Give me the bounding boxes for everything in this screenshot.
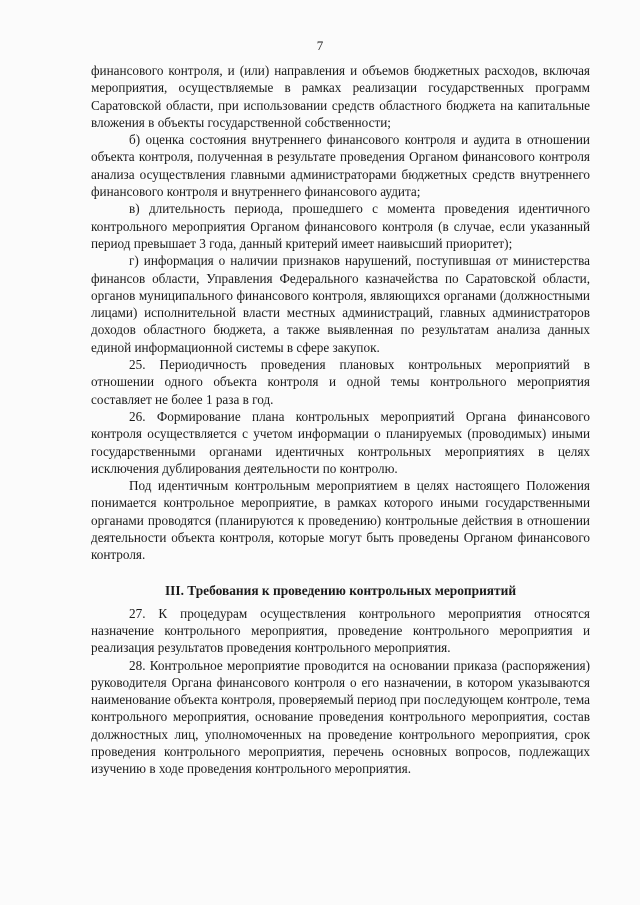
paragraph: б) оценка состояния внутреннего финансового контроля и аудита в отношении объекта контроля, полученная в результате проведения Органом финансового контроля анализа осуществления главными администраторами бюджетных средств внутреннего финансового контроля и внутреннего финансового аудита; <box>91 132 590 200</box>
paragraph: г) информация о наличии признаков нарушений, поступившая от министерства финансов области, Управления Федерального казначейства по Саратовской области, органов муниципального финансового контроля, являющихся органами (должностными лицами) исполнительной власти местных администраций, главных администраторов доходов областного бюджета, а также выявленная по результатам анализа данных единой информационной системы в сфере закупок. <box>91 253 590 355</box>
document-body <box>91 62 590 778</box>
paragraph: 27. К процедурам осуществления контрольного мероприятия относятся назначение контрольного мероприятия, проведение контрольного мероприятия и реализация результатов проведения контрольного мероприятия. <box>91 605 590 656</box>
paragraph: 26. Формирование плана контрольных мероприятий Органа финансового контроля осуществляется с учетом информации о планируемых (проводимых) иными государственными органами идентичных контрольных мероприятиях в целях исключения дублирования деятельности по контролю. <box>91 408 590 476</box>
paragraph: 28. Контрольное мероприятие проводится на основании приказа (распоряжения) руководителя Органа финансового контроля о его назначении, в котором указываются наименование объекта контроля, проверяемый период при последующем контроле, тема контрольного мероприятия, основание проведения контрольного мероприятия, состав должностных лиц, уполномоченных на проведение контрольного мероприятия, срок проведения контрольного мероприятия, перечень основных вопросов, подлежащих изучению в ходе проведения контрольного мероприятия. <box>91 657 590 777</box>
paragraph: финансового контроля, и (или) направления и объемов бюджетных расходов, включая мероприятия, осуществляемые в рамках реализации государственных программ Саратовской области, при использовании средств областного бюджета на капитальные вложения в объекты государственной собственности; <box>91 63 590 130</box>
paragraph: в) длительность периода, прошедшего с момента проведения идентичного контрольного мероприятия Органом финансового контроля (в случае, если указанный период превышает 3 года, данный критерий имеет наивысший приоритет); <box>91 201 590 251</box>
section-heading: III. Требования к проведению контрольных мероприятий <box>164 582 517 598</box>
page-number: 7 <box>316 38 324 53</box>
paragraph: 25. Периодичность проведения плановых контрольных мероприятий в отношении одного объекта контроля и одной темы контрольного мероприятия составляет не более 1 раза в год. <box>91 357 590 407</box>
paragraph: Под идентичным контрольным мероприятием в целях настоящего Положения понимается контрольное мероприятие, в рамках которого иными государственными органами проводятся (планируются к проведению) контрольные действия в отношении деятельности объекта контроля, которые могут быть проведены Органом финансового контроля. <box>91 478 590 563</box>
